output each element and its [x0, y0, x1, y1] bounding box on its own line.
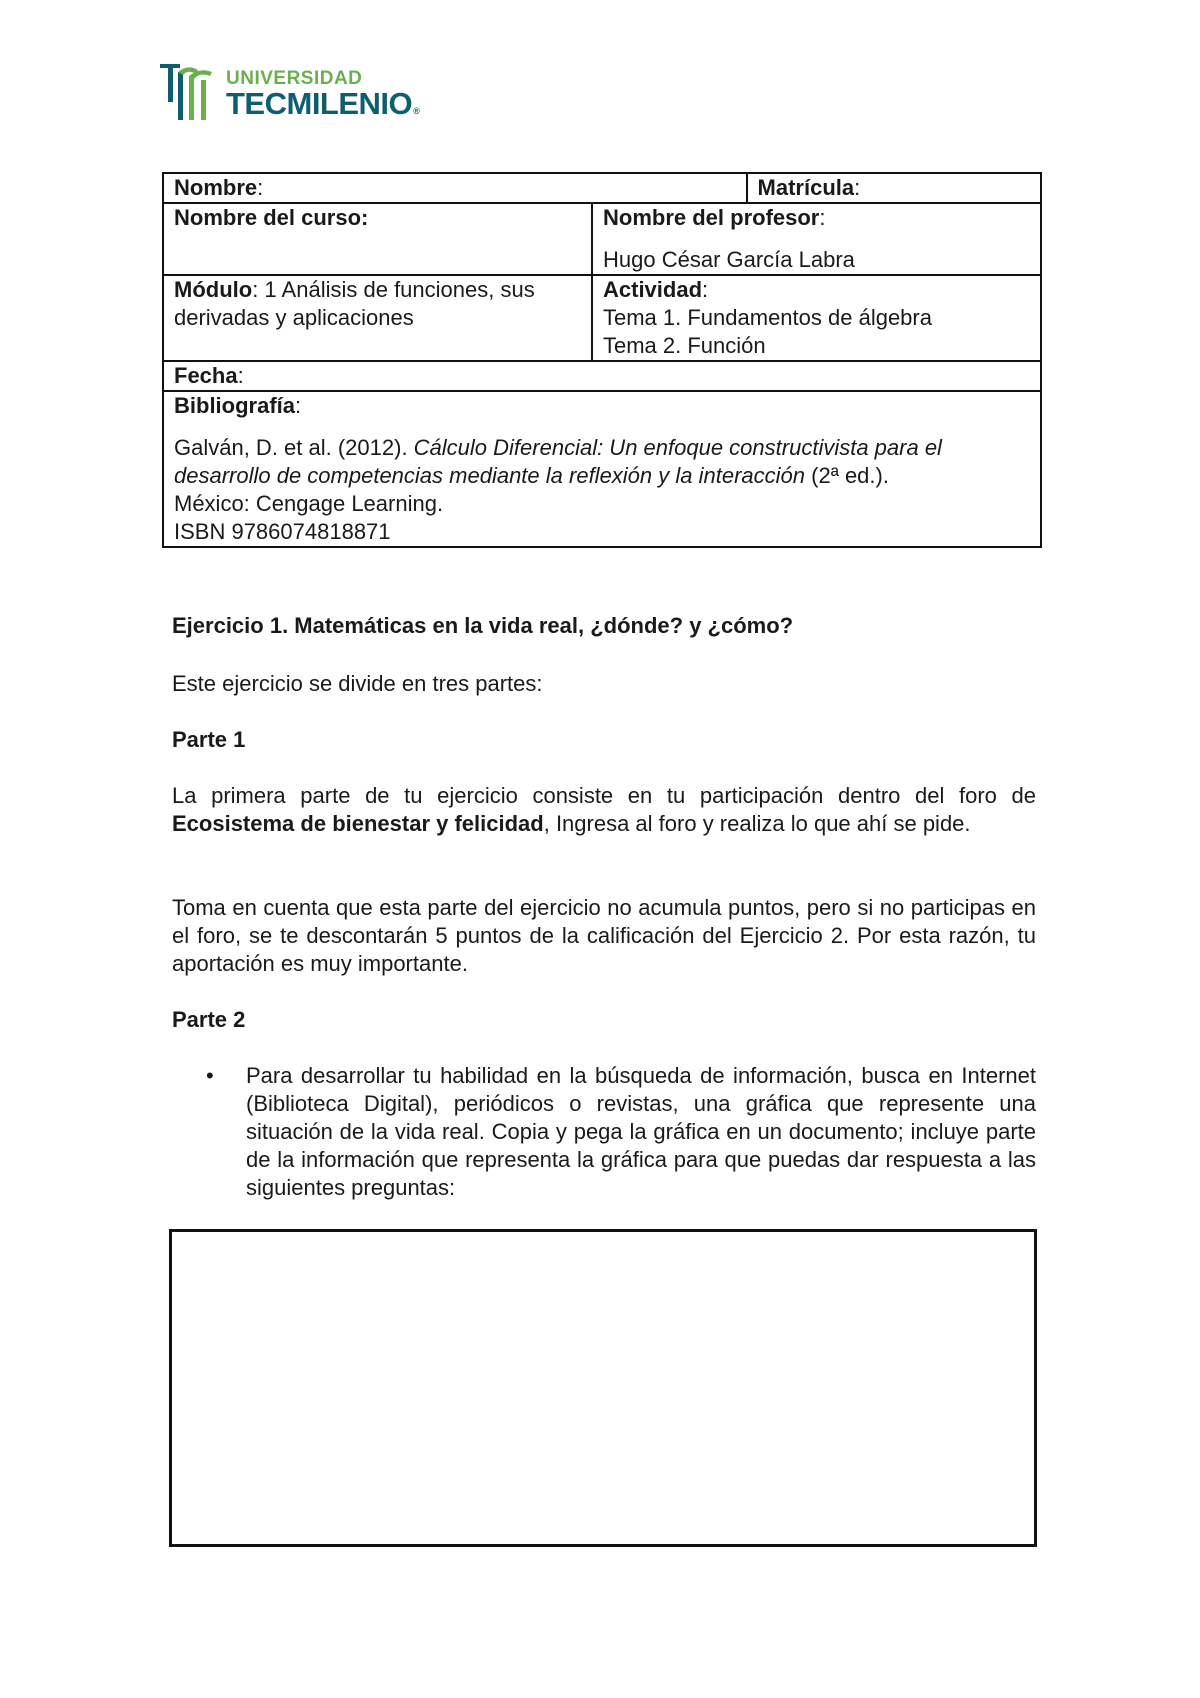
registered-mark: ®	[413, 106, 420, 116]
modulo-value: : 1 Análisis de funciones, sus derivadas y aplicaciones	[174, 277, 535, 330]
parte-1-heading: Parte 1	[172, 727, 246, 752]
matricula-label: Matrícula	[757, 175, 855, 200]
curso-label: Nombre del curso:	[174, 205, 369, 230]
profesor-value: Hugo César García Labra	[603, 247, 855, 272]
curso-cell[interactable]	[163, 203, 592, 275]
parte-1-paragraph-1: La primera parte de tu ejercicio consiste en tu participación dentro del foro de Ecosistema de bienestar y felicidad, Ingresa al foro y realiza lo que ahí se pide.	[172, 783, 1036, 836]
parte-1-paragraph-2: Toma en cuenta que esta parte del ejercicio no acumula puntos, pero si no participas en el foro, se te descontarán 5 puntos de la calificación del Ejercicio 2. Por esta razón, tu aportación es muy importante.	[172, 895, 1036, 976]
row-fecha	[163, 361, 1041, 391]
nombre-label: Nombre	[174, 175, 258, 200]
logo-text-universidad: UNIVERSIDAD	[226, 68, 363, 89]
student-info-table	[162, 172, 1042, 548]
answer-box[interactable]	[169, 1229, 1037, 1547]
bibliografia-isbn: ISBN 9786074818871	[174, 519, 391, 544]
actividad-tema-2: Tema 2. Función	[603, 333, 766, 358]
logo-text-tecmilenio: TECMILENIO®	[226, 86, 420, 121]
actividad-cell[interactable]: Actividad: Tema 1. Fundamentos de álgebra Tema 2. Función	[592, 275, 1041, 361]
profesor-label: Nombre del profesor	[603, 205, 820, 230]
parte-2-bullet-text: Para desarrollar tu habilidad en la búsqueda de información, busca en Internet (Biblioteca Digital), periódicos o revistas, una gráfica que represente una situación de la vida real. Copia y pega la gráfica en un documento; incluye parte de la información que representa la gráfica para que puedas dar respuesta a las siguientes preguntas:	[246, 1063, 1036, 1200]
exercise-title: Ejercicio 1. Matemáticas en la vida real, ¿dónde? y ¿cómo?	[172, 613, 794, 638]
modulo-cell[interactable]	[163, 275, 592, 361]
parte-2-bullet-item	[206, 1062, 1036, 1202]
university-logo	[158, 62, 458, 122]
fecha-label: Fecha	[174, 363, 238, 388]
fecha-cell[interactable]: Fecha:	[163, 361, 1041, 391]
modulo-label: Módulo	[174, 277, 253, 302]
nombre-cell[interactable]: Nombre:	[163, 173, 747, 203]
row-bibliografia	[163, 391, 1041, 547]
row-modulo-actividad	[163, 275, 1041, 361]
bibliografia-reference: Galván, D. et al. (2012). Cálculo Diferencial: Un enfoque constructivista para el desarrollo de competencias mediante la reflexión y la interacción (2ª ed.).	[174, 435, 942, 488]
bibliografia-publisher: México: Cengage Learning.	[174, 491, 444, 516]
matricula-cell[interactable]: Matrícula:	[747, 173, 1041, 203]
forum-name: Ecosistema de bienestar y felicidad	[172, 811, 544, 836]
exercise-intro: Este ejercicio se divide en tres partes:	[172, 671, 543, 696]
row-nombre	[163, 173, 1041, 203]
bibliografia-label: Bibliografía	[174, 393, 296, 418]
bibliografia-book-title: Cálculo Diferencial: Un enfoque constructivista para el desarrollo de competencias mediante la reflexión y la interacción	[174, 435, 942, 488]
row-curso-profesor	[163, 203, 1041, 275]
bibliografia-cell: Bibliografía: Galván, D. et al. (2012). Cálculo Diferencial: Un enfoque constructivista para el desarrollo de competencias mediante la reflexión y la interacción (2ª ed.). México: Cengage Learning. ISBN 9786074818871	[163, 391, 1041, 547]
profesor-cell[interactable]: Nombre del profesor: Hugo César García Labra	[592, 203, 1041, 275]
actividad-tema-1: Tema 1. Fundamentos de álgebra	[603, 305, 932, 330]
actividad-label: Actividad	[603, 277, 703, 302]
bullet-icon: •	[206, 1063, 214, 1088]
tecmilenio-emblem-icon	[158, 62, 222, 122]
parte-2-heading: Parte 2	[172, 1007, 246, 1032]
